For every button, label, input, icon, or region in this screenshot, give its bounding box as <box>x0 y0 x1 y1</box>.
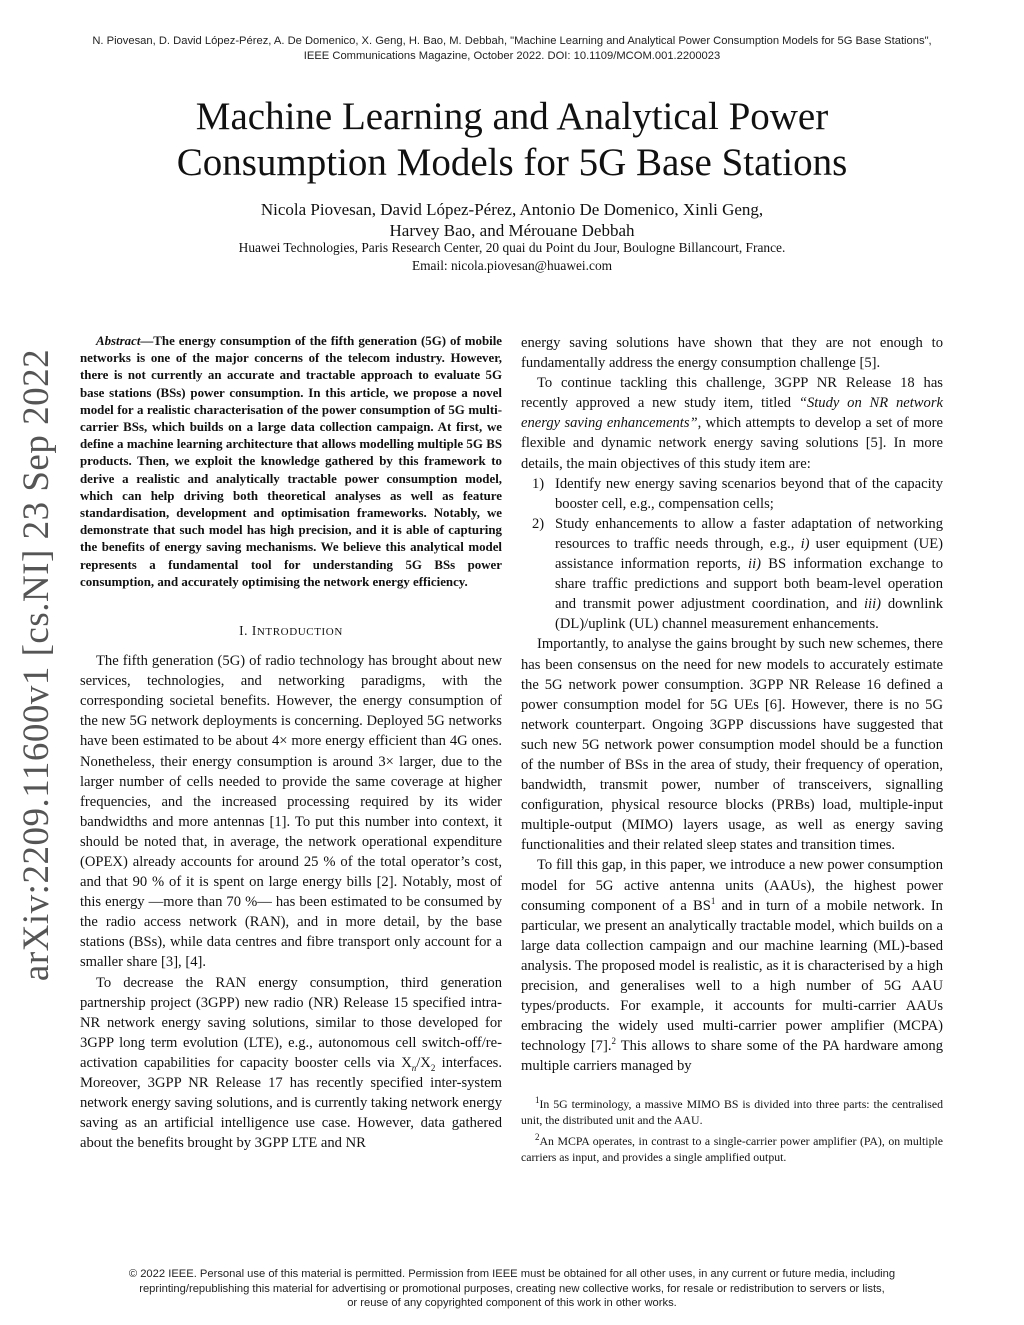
copyright-line-2: reprinting/republishing this material for advertising or promotional purposes, creating new collective works, for resale or redistribution to servers or lists, <box>139 1282 885 1295</box>
list-number: 1) <box>532 475 545 492</box>
citation-header <box>0 34 1024 64</box>
list-number: 2) <box>532 515 545 532</box>
p5-text-a: To fill this gap, in this paper, we introduce a new power consumption model for 5G active antenna units (AAUs), the highest power consuming component of a BS <box>521 857 943 914</box>
abstract <box>80 333 502 591</box>
list-item-text: Identify new energy saving scenarios beyond that of the capacity booster cell, e.g., compensation cells; <box>555 475 943 512</box>
copyright-line-3: or reuse of any copyrighted component of this work in other works. <box>347 1297 677 1309</box>
intro-p2-slash: /X <box>416 1054 431 1071</box>
copyright-notice <box>0 1267 1024 1311</box>
abstract-text: —The energy consumption of the fifth generation (5G) of mobile networks is one of the major concerns of the telecom industry. However, there is not currently an accurate and tractable approach to evaluate 5G base stations (BSs) power consumption. In this article, we propose a novel model for a realistic characterisation of the power consumption of 5G multi-carrier BSs, which builds on a large data collection campaign. At first, we define a machine learning architecture that allows modelling multiple 5G BS products. Then, we exploit the knowledge gathered by this framework to derive a realistic and analytically tractable power consumption model, which can help driving both theoretical analyses as well as feature standardisation, development and optimisation frameworks. Notably, we demonstrate that such model has high precision, and it is able of capturing the benefits of energy saving mechanisms. We believe this analytical model represents a fundamental tool for understanding 5G BSs power consumption, and accurately optimising the network energy efficiency. <box>80 334 502 589</box>
intro-paragraph-5 <box>521 855 943 1076</box>
authors-line-1: Nicola Piovesan, David López-Pérez, Antonio De Domenico, Xinli Geng, <box>260 200 764 219</box>
footnote-1-text: In 5G terminology, a massive MIMO BS is divided into three parts: the centralised unit, the distributed unit and the AAU. <box>521 1097 943 1128</box>
roman-marker: ii) <box>748 556 762 573</box>
roman-marker: i) <box>800 535 810 552</box>
citation-line-1: N. Piovesan, D. David López-Pérez, A. De Domenico, X. Geng, H. Bao, M. Debbah, "Machine Learning and Analytical Power Consumption Models for 5G Base Stations", <box>92 35 932 47</box>
list-item-text: BS information exchange to share traffic predictions and support both beam-level operation and transmit power adjustment coordination, and <box>555 556 944 613</box>
intro-paragraph-3 <box>521 373 943 473</box>
paper-title <box>0 94 1024 186</box>
authors-line-2: Harvey Bao, and Mérouane Debbah <box>389 221 635 240</box>
footnotes <box>521 1096 943 1165</box>
intro-paragraph-2 <box>80 973 502 1154</box>
abstract-label: Abstract <box>96 334 141 348</box>
author-list <box>0 199 1024 241</box>
intro-paragraph-4: Importantly, to analyse the gains brought by such new schemes, there has been consensus on the need for new models to accurately estimate the 5G network power consumption. 3GPP NR Release 16 defined a power consumption model for 5G UEs [6]. However, there is no 5G network counterpart. Ongoing 3GPP discussions have suggested that such new 5G network power consumption model should be a function of the number of BSs in the area of study, their frequency of operation, bandwidth, transmit power, number of transceivers, signalling configuration, physical resource blocks (PRBs) load, multiple-input multiple-output (MIMO) layers usage, as well as energy saving functionalities and their related sleep states and transition times. <box>521 636 943 854</box>
list-item <box>521 514 943 635</box>
p3-text-a: To continue tackling this challenge, 3GPP NR Release 18 has recently approved a new study item, titled <box>521 375 943 412</box>
footnote-1 <box>521 1096 943 1128</box>
intro-p2-text-b: interfaces. Moreover, 3GPP NR Release 17 has recently specified inter-system network energy saving solutions, and is currently taking network energy saving as an artificial intelligence use case. However, data gathered about the benefits brought by 3GPP LTE and NR <box>80 1054 502 1152</box>
copyright-line-1: © 2022 IEEE. Personal use of this material is permitted. Permission from IEEE must be obtained for all other uses, in any current or future media, including <box>128 1268 896 1280</box>
footnote-ref-2[interactable]: 2 <box>611 1036 616 1047</box>
roman-marker: iii) <box>864 596 882 613</box>
subscript-n: n <box>411 1062 417 1073</box>
footnote-2 <box>521 1133 943 1165</box>
list-item-text: downlink (DL)/uplink (UL) channel measurement enhancements. <box>555 596 944 633</box>
footnote-ref-1[interactable]: 1 <box>710 895 716 906</box>
list-item-text: Study enhancements to allow a faster adaptation of networking resources to traffic needs through, e.g., <box>555 515 943 552</box>
section-heading-introduction: I. INTRODUCTION <box>239 623 343 639</box>
affiliation <box>0 239 1024 275</box>
subscript-2: 2 <box>430 1062 436 1073</box>
p5-text-b: and in turn of a mobile network. In particular, we present an analytically tractable model, which builds on a large data collection campaign and our machine learning (ML)-based analysis. The proposed model is realistic, as it is characterised by a high precision, and generalises well to a high number of 5G AAU types/products. For example, it accounts for multi-carrier AAUs embracing the widely used multi-carrier power amplifier (MCPA) technology [7]. <box>521 897 943 1055</box>
right-column <box>521 333 943 1170</box>
contact-email: Email: nicola.piovesan@huawei.com <box>411 258 613 273</box>
intro-p2-text-a: To decrease the RAN energy consumption, third generation partnership project (3GPP) new radio (NR) Release 15 specified intra-NR network energy saving solutions, similar to those developed for 3GPP long term evolution (LTE), e.g., autonomous cell switch-off/re-activation capabilities for capacity booster cells via X <box>80 974 502 1071</box>
intro-paragraph-continued: energy saving solutions have shown that they are not enough to fundamentally address the energy consumption challenge [5]. <box>521 335 943 372</box>
footnote-mark-1: 1 <box>535 1095 540 1106</box>
objectives-list <box>521 474 943 635</box>
p3-text-b: , which attempts to develop a set of more flexible and dynamic network energy saving solutions [5]. In more details, the main objectives of this study item are: <box>521 415 943 472</box>
p5-text-c: This allows to share some of the PA hardware among multiple carriers managed by <box>521 1038 943 1075</box>
intro-paragraph-1: The fifth generation (5G) of radio technology has brought about new services, technologies, and networking paradigms, with the corresponding societal benefits. However, the energy consumption of the new 5G network deployments is concerning. Deployed 5G networks have been estimated to be about 4× more energy efficient than 4G ones. Nonetheless, their energy consumption is around 3× larger, due to the larger number of cells needed to provide the same coverage at higher frequencies, and the increased processing required by its wider bandwidths and more antennas [1]. To put this number into context, it should be noted that, in average, the network operational expenditure (OPEX) already accounts for around 25 % of the total operator’s cost, and that 90 % of it is spent on large energy bills [2]. Notably, most of this energy —more than 70 %— has been estimated to be consumed by the radio access network (RAN), and in more detail, by the base stations (BSs), while data centres and fibre transport only account for a smaller share [3], [4]. <box>80 653 502 971</box>
study-item-title: “Study on NR network energy saving enhancements” <box>521 395 943 432</box>
arxiv-identifier-stamp: arXiv:2209.11600v1 [cs.NI] 23 Sep 2022 <box>16 348 57 982</box>
title-line-2: Consumption Models for 5G Base Stations <box>176 141 848 184</box>
citation-line-2: IEEE Communications Magazine, October 2022. DOI: 10.1109/MCOM.001.2200023 <box>303 50 721 62</box>
footnote-mark-2: 2 <box>535 1132 540 1143</box>
list-item <box>521 474 943 514</box>
footnote-2-text: An MCPA operates, in contrast to a single-carrier power amplifier (PA), on multiple carriers as input, and provides a single amplified output. <box>521 1134 943 1165</box>
affiliation-line: Huawei Technologies, Paris Research Center, 20 quai du Point du Jour, Boulogne Billancourt, France. <box>238 240 786 255</box>
list-item-text: user equipment (UE) assistance information reports, <box>555 535 943 573</box>
title-line-1: Machine Learning and Analytical Power <box>195 95 829 138</box>
left-column <box>80 333 502 1153</box>
